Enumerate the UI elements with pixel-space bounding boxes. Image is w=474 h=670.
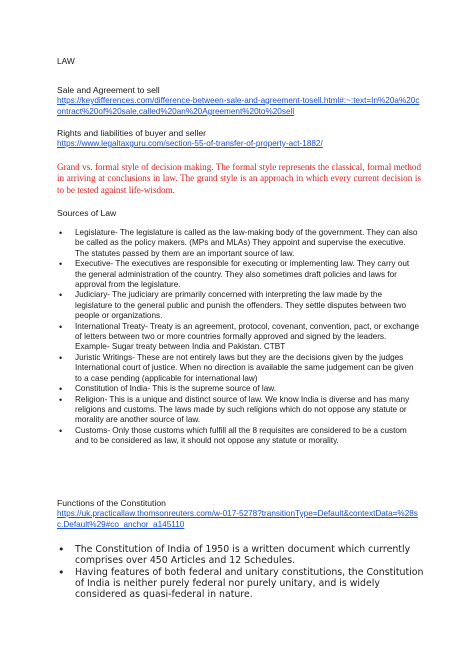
rights-section xyxy=(57,128,421,150)
functions-section xyxy=(57,498,421,531)
list-item: • International Treaty- Treaty is an agreement, protocol, covenant, convention, pact, or exchange of letters between two or more countries formally approved and signed by the leaders. Example- Sugar treaty between India and Pakistan. CTBT xyxy=(59,321,420,352)
bullet-icon: • xyxy=(59,425,63,436)
document-title: LAW xyxy=(57,56,75,66)
list-item: • Religion- This is a unique and distinct source of law. We know India is diverse and has many religions and customs. The laws made by such religions which do not oppose any statute or morality are another source of law. xyxy=(59,394,410,425)
sale-heading: Sale and Agreement to sell xyxy=(57,85,160,95)
sources-list xyxy=(57,228,421,447)
list-item: • Having features of both federal and unitary constitutions, the Constitution of India is neither purely federal nor purely unitary, and is widely considered as quasi-federal in nature. xyxy=(58,565,424,601)
bullet-icon: • xyxy=(59,352,63,363)
list-item: • The Constitution of India of 1950 is a written document which currently comprises over 450 Articles and 12 Schedules. xyxy=(58,543,411,567)
sources-list-block xyxy=(57,228,421,447)
list-item: • Constitution of India- This is the supreme source of law. xyxy=(59,384,276,395)
rights-link[interactable]: https://www.legaltaxguru.com/section-55-of-transfer-of-property-act-1882/ xyxy=(57,139,323,148)
bullet-icon: • xyxy=(59,228,63,238)
bullet-icon: • xyxy=(59,384,63,395)
red-paragraph-block xyxy=(57,162,421,196)
list-item: • Customs- Only those customs which fulfill all the 8 requisites are considered to be a custom and to be considered as law, it should not oppose any statute or morality. xyxy=(59,425,407,446)
bullet-icon: • xyxy=(59,394,63,405)
list-item: • Judiciary- The judiciary are primarily concerned with interpreting the law made by the legislature to the general public and punish the offenders. They settle disputes between two people or organizations. xyxy=(59,290,407,321)
constitution-list xyxy=(57,544,427,600)
list-item: • Executive- The executives are responsible for executing or implementing law. They carry out the general administration of the country. They also sometimes draft policies and laws for approval from the legislature. xyxy=(59,259,410,290)
sources-heading: Sources of Law xyxy=(57,208,117,218)
list-item: • Legislature- The legislature is called as the law-making body of the government. They can also be called as the policy makers. (MPs and MLAs) They appoint and supervise the executive. The statutes passed by them are an important source of law. xyxy=(59,228,418,258)
bullet-icon: • xyxy=(59,290,63,301)
sale-link[interactable]: https://keydifferences.com/difference-between-sale-and-agreement-tosell.html#:~:text=In%20a%20contract%20of%20sale,called%20an%20Agreement%20to%20sell xyxy=(57,96,420,116)
sources-heading-block xyxy=(57,208,421,219)
functions-heading: Functions of the Constitution xyxy=(57,498,166,508)
bullet-icon: • xyxy=(59,321,63,332)
red-paragraph: Grand vs. formal style of decision making. The formal style represents the classical, formal method in arriving at conclusions in law. The grand style is an approach in which every current decision is to be tested against life-wisdom. xyxy=(57,162,421,195)
bullet-icon: • xyxy=(58,543,65,556)
rights-heading: Rights and liabilities of buyer and seller xyxy=(57,128,207,138)
bullet-icon: • xyxy=(59,259,63,270)
list-item: • Juristic Writings- These are not entirely laws but they are the decisions given by the judges International court of justice. When no direction is available the same judgement can be given to a case pending (applicable for international law) xyxy=(59,352,414,383)
constitution-block xyxy=(57,544,427,600)
functions-link[interactable]: https://uk.practicallaw.thomsonreuters.com/w-017-5278?transitionType=Default&contextData=%28sc.Default%29#co_anchor_a145110 xyxy=(57,509,418,529)
bullet-icon: • xyxy=(58,565,65,579)
sale-section xyxy=(57,85,421,118)
